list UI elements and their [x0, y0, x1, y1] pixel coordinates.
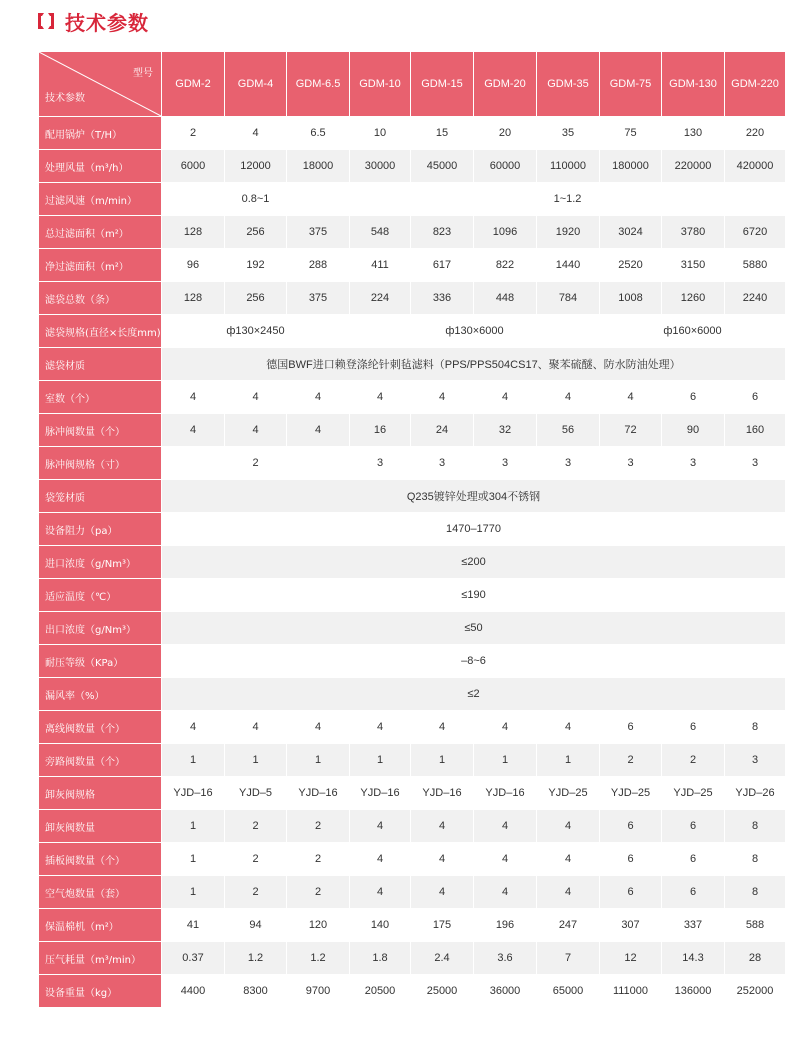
- page-title: 技术参数: [65, 10, 149, 35]
- row-label: 配用锅炉（T/H）: [39, 117, 162, 150]
- value-cell: 2: [162, 117, 225, 150]
- table-row: [39, 678, 786, 711]
- model-header-cell: GDM-15: [411, 52, 474, 117]
- value-cell: 0.8~1: [162, 183, 350, 216]
- value-cell: 1.2: [225, 942, 287, 975]
- value-cell: 1~1.2: [350, 183, 786, 216]
- value-cell: 4: [287, 381, 350, 414]
- row-label: 处理风量（m³/h）: [39, 150, 162, 183]
- value-cell: 307: [600, 909, 662, 942]
- table-row: [39, 645, 786, 678]
- value-cell: 8300: [225, 975, 287, 1008]
- value-cell: 4: [287, 711, 350, 744]
- value-cell: 4: [162, 711, 225, 744]
- value-cell: 617: [411, 249, 474, 282]
- corner-header-cell: [39, 52, 162, 117]
- corner-param-label: 技术参数: [45, 93, 85, 104]
- table-row: [39, 315, 786, 348]
- value-cell: 9700: [287, 975, 350, 1008]
- value-cell: 1: [537, 744, 600, 777]
- value-cell: 3: [537, 447, 600, 480]
- value-cell: 8: [725, 843, 786, 876]
- value-cell: 1: [162, 810, 225, 843]
- value-cell: 288: [287, 249, 350, 282]
- value-cell: 336: [411, 282, 474, 315]
- value-cell: 75: [600, 117, 662, 150]
- value-cell: 548: [350, 216, 411, 249]
- value-cell: YJD–16: [474, 777, 537, 810]
- row-label: 脉冲阀规格（寸）: [39, 447, 162, 480]
- model-header-cell: GDM-2: [162, 52, 225, 117]
- value-cell: 4: [225, 381, 287, 414]
- value-cell: 224: [350, 282, 411, 315]
- value-cell: 4: [350, 810, 411, 843]
- model-header-cell: GDM-20: [474, 52, 537, 117]
- value-cell: 1920: [537, 216, 600, 249]
- value-cell: 4: [225, 117, 287, 150]
- value-cell: 4: [411, 843, 474, 876]
- value-cell: 3: [411, 447, 474, 480]
- value-cell: 12: [600, 942, 662, 975]
- value-cell: 375: [287, 282, 350, 315]
- value-cell: 192: [225, 249, 287, 282]
- value-cell: 2: [225, 810, 287, 843]
- value-cell: 94: [225, 909, 287, 942]
- row-label: 滤袋规格(直径×长度mm): [39, 315, 162, 348]
- value-cell: 823: [411, 216, 474, 249]
- value-cell: 96: [162, 249, 225, 282]
- table-row: [39, 249, 786, 282]
- value-cell: 56: [537, 414, 600, 447]
- value-cell: 2: [225, 843, 287, 876]
- value-cell: [287, 447, 350, 480]
- value-cell: 3: [725, 447, 786, 480]
- row-label: 漏风率（%）: [39, 678, 162, 711]
- value-cell: 4: [350, 876, 411, 909]
- row-label: 卸灰阀规格: [39, 777, 162, 810]
- value-cell: 180000: [600, 150, 662, 183]
- value-cell: 8: [725, 810, 786, 843]
- value-cell: 4: [162, 381, 225, 414]
- value-cell: 6: [662, 843, 725, 876]
- value-cell: 20: [474, 117, 537, 150]
- diagonal-line: [39, 52, 161, 116]
- value-cell: 0.37: [162, 942, 225, 975]
- value-cell: 65000: [537, 975, 600, 1008]
- value-cell: 3.6: [474, 942, 537, 975]
- value-cell: 4: [600, 381, 662, 414]
- value-cell: 247: [537, 909, 600, 942]
- value-cell: ф160×6000: [600, 315, 786, 348]
- value-cell: YJD–25: [537, 777, 600, 810]
- row-label: 出口浓度（g/Nm³）: [39, 612, 162, 645]
- value-cell: YJD–16: [350, 777, 411, 810]
- value-cell: 6: [600, 810, 662, 843]
- value-cell: 1: [162, 744, 225, 777]
- model-header-cell: GDM-75: [600, 52, 662, 117]
- row-label: 设备重量（kg）: [39, 975, 162, 1008]
- value-cell: 120: [287, 909, 350, 942]
- value-cell: 111000: [600, 975, 662, 1008]
- value-cell: 6: [600, 843, 662, 876]
- value-cell: 1008: [600, 282, 662, 315]
- model-header-cell: GDM-10: [350, 52, 411, 117]
- row-label: 滤袋总数（条）: [39, 282, 162, 315]
- value-cell: 1: [287, 744, 350, 777]
- value-cell: ф130×6000: [350, 315, 600, 348]
- row-label: 袋笼材质: [39, 480, 162, 513]
- value-cell: 256: [225, 282, 287, 315]
- value-cell: 24: [411, 414, 474, 447]
- value-cell: 110000: [537, 150, 600, 183]
- value-cell: 128: [162, 216, 225, 249]
- value-cell: 411: [350, 249, 411, 282]
- value-cell: 3: [474, 447, 537, 480]
- value-cell: 2: [662, 744, 725, 777]
- value-cell: 140: [350, 909, 411, 942]
- value-cell: 4: [537, 843, 600, 876]
- value-cell: 4: [411, 381, 474, 414]
- table-row: [39, 447, 786, 480]
- value-cell: 60000: [474, 150, 537, 183]
- value-cell: 4: [474, 876, 537, 909]
- value-cell: 160: [725, 414, 786, 447]
- table-row: [39, 513, 786, 546]
- table-row: [39, 777, 786, 810]
- value-cell: 6720: [725, 216, 786, 249]
- table-row: [39, 282, 786, 315]
- table-row: [39, 876, 786, 909]
- value-cell: 6: [725, 381, 786, 414]
- value-cell: 4: [225, 414, 287, 447]
- value-cell: YJD–25: [662, 777, 725, 810]
- value-cell: 2: [287, 843, 350, 876]
- value-cell: 4: [537, 876, 600, 909]
- value-cell: 252000: [725, 975, 786, 1008]
- row-label: 卸灰阀数量: [39, 810, 162, 843]
- model-header-cell: GDM-220: [725, 52, 786, 117]
- value-cell: 130: [662, 117, 725, 150]
- value-cell: ≤200: [162, 546, 786, 579]
- bracket-icon: [36, 11, 56, 31]
- value-cell: 337: [662, 909, 725, 942]
- value-cell: 4: [225, 711, 287, 744]
- table-row: [39, 117, 786, 150]
- value-cell: 4: [474, 381, 537, 414]
- value-cell: 5880: [725, 249, 786, 282]
- value-cell: ф130×2450: [162, 315, 350, 348]
- value-cell: 4: [350, 711, 411, 744]
- value-cell: 448: [474, 282, 537, 315]
- value-cell: 420000: [725, 150, 786, 183]
- row-label: 进口浓度（g/Nm³）: [39, 546, 162, 579]
- value-cell: 4: [474, 843, 537, 876]
- value-cell: 196: [474, 909, 537, 942]
- value-cell: 36000: [474, 975, 537, 1008]
- value-cell: 128: [162, 282, 225, 315]
- value-cell: 3780: [662, 216, 725, 249]
- table-row: [39, 612, 786, 645]
- value-cell: 784: [537, 282, 600, 315]
- value-cell: 28: [725, 942, 786, 975]
- row-label: 压气耗量（m³/min）: [39, 942, 162, 975]
- value-cell: 1440: [537, 249, 600, 282]
- table-row: [39, 216, 786, 249]
- table-row: [39, 975, 786, 1008]
- row-label: 设备阻力（pa）: [39, 513, 162, 546]
- table-row: [39, 843, 786, 876]
- table-row: [39, 942, 786, 975]
- value-cell: 6: [662, 381, 725, 414]
- value-cell: 3150: [662, 249, 725, 282]
- value-cell: 256: [225, 216, 287, 249]
- value-cell: 6000: [162, 150, 225, 183]
- value-cell: 1: [350, 744, 411, 777]
- value-cell: 822: [474, 249, 537, 282]
- value-cell: 4: [411, 876, 474, 909]
- value-cell: 16: [350, 414, 411, 447]
- row-label: 插板阀数量（个）: [39, 843, 162, 876]
- value-cell: 1260: [662, 282, 725, 315]
- value-cell: 3: [350, 447, 411, 480]
- value-cell: 1.8: [350, 942, 411, 975]
- value-cell: YJD–5: [225, 777, 287, 810]
- value-cell: 3024: [600, 216, 662, 249]
- value-cell: 1: [474, 744, 537, 777]
- value-cell: 3: [600, 447, 662, 480]
- value-cell: 6: [662, 711, 725, 744]
- row-label: 离线阀数量（个）: [39, 711, 162, 744]
- value-cell: 2240: [725, 282, 786, 315]
- value-cell: 1: [162, 843, 225, 876]
- model-header-cell: GDM-130: [662, 52, 725, 117]
- table-row: [39, 810, 786, 843]
- value-cell: 8: [725, 711, 786, 744]
- table-row: [39, 414, 786, 447]
- value-cell: 4: [537, 810, 600, 843]
- row-label: 脉冲阀数量（个）: [39, 414, 162, 447]
- value-cell: 175: [411, 909, 474, 942]
- value-cell: –8~6: [162, 645, 786, 678]
- value-cell: 10: [350, 117, 411, 150]
- value-cell: 375: [287, 216, 350, 249]
- table-row: [39, 579, 786, 612]
- value-cell: 1: [411, 744, 474, 777]
- value-cell: 2: [287, 876, 350, 909]
- value-cell: ≤190: [162, 579, 786, 612]
- value-cell: 2: [287, 810, 350, 843]
- value-cell: 2520: [600, 249, 662, 282]
- value-cell: YJD–16: [287, 777, 350, 810]
- value-cell: 4400: [162, 975, 225, 1008]
- value-cell: 6: [662, 876, 725, 909]
- value-cell: 4: [474, 711, 537, 744]
- value-cell: 20500: [350, 975, 411, 1008]
- value-cell: 4: [537, 381, 600, 414]
- header-row: [39, 52, 786, 117]
- model-header-cell: GDM-4: [225, 52, 287, 117]
- row-label: 耐压等级（KPa）: [39, 645, 162, 678]
- value-cell: 1.2: [287, 942, 350, 975]
- value-cell: 30000: [350, 150, 411, 183]
- value-cell: 4: [411, 810, 474, 843]
- value-cell: 2: [225, 447, 287, 480]
- value-cell: 35: [537, 117, 600, 150]
- spec-table: [38, 51, 786, 1008]
- table-row: [39, 348, 786, 381]
- value-cell: 220000: [662, 150, 725, 183]
- value-cell: 2.4: [411, 942, 474, 975]
- value-cell: 8: [725, 876, 786, 909]
- corner-model-label: 型号: [133, 68, 153, 79]
- row-label: 滤袋材质: [39, 348, 162, 381]
- value-cell: 45000: [411, 150, 474, 183]
- row-label: 室数（个）: [39, 381, 162, 414]
- value-cell: 3: [662, 447, 725, 480]
- table-row: [39, 150, 786, 183]
- value-cell: [162, 447, 225, 480]
- row-label: 旁路阀数量（个）: [39, 744, 162, 777]
- value-cell: 德国BWF进口赖登涤纶针刺毡滤料（PPS/PPS504CS17、聚苯硫醚、防水防油处理）: [162, 348, 786, 381]
- value-cell: 90: [662, 414, 725, 447]
- value-cell: ≤2: [162, 678, 786, 711]
- value-cell: 4: [350, 381, 411, 414]
- model-header-cell: GDM-35: [537, 52, 600, 117]
- value-cell: 7: [537, 942, 600, 975]
- table-row: [39, 744, 786, 777]
- value-cell: YJD–25: [600, 777, 662, 810]
- table-row: [39, 909, 786, 942]
- value-cell: 6: [600, 876, 662, 909]
- value-cell: 6.5: [287, 117, 350, 150]
- value-cell: 6: [662, 810, 725, 843]
- value-cell: 2: [600, 744, 662, 777]
- value-cell: 220: [725, 117, 786, 150]
- value-cell: 32: [474, 414, 537, 447]
- value-cell: 136000: [662, 975, 725, 1008]
- value-cell: 1: [225, 744, 287, 777]
- row-label: 空气炮数量（套）: [39, 876, 162, 909]
- value-cell: 2: [225, 876, 287, 909]
- page-header: [36, 7, 149, 35]
- value-cell: ≤50: [162, 612, 786, 645]
- row-label: 保温棉机（m²）: [39, 909, 162, 942]
- value-cell: 18000: [287, 150, 350, 183]
- value-cell: 25000: [411, 975, 474, 1008]
- value-cell: 6: [600, 711, 662, 744]
- value-cell: 3: [725, 744, 786, 777]
- value-cell: 72: [600, 414, 662, 447]
- value-cell: YJD–26: [725, 777, 786, 810]
- value-cell: YJD–16: [411, 777, 474, 810]
- table-row: [39, 381, 786, 414]
- value-cell: 4: [411, 711, 474, 744]
- table-row: [39, 480, 786, 513]
- value-cell: 15: [411, 117, 474, 150]
- value-cell: 12000: [225, 150, 287, 183]
- table-row: [39, 711, 786, 744]
- value-cell: 1470–1770: [162, 513, 786, 546]
- model-header-cell: GDM-6.5: [287, 52, 350, 117]
- value-cell: 14.3: [662, 942, 725, 975]
- row-label: 适应温度（℃）: [39, 579, 162, 612]
- value-cell: YJD–16: [162, 777, 225, 810]
- table-row: [39, 546, 786, 579]
- value-cell: Q235镀锌处理或304不锈钢: [162, 480, 786, 513]
- value-cell: 4: [350, 843, 411, 876]
- row-label: 净过滤面积（m²）: [39, 249, 162, 282]
- value-cell: 588: [725, 909, 786, 942]
- table-row: [39, 183, 786, 216]
- value-cell: 4: [162, 414, 225, 447]
- value-cell: 4: [287, 414, 350, 447]
- value-cell: 1: [162, 876, 225, 909]
- value-cell: 4: [537, 711, 600, 744]
- row-label: 总过滤面积（m²）: [39, 216, 162, 249]
- value-cell: 4: [474, 810, 537, 843]
- row-label: 过滤风速（m/min）: [39, 183, 162, 216]
- value-cell: 41: [162, 909, 225, 942]
- value-cell: 1096: [474, 216, 537, 249]
